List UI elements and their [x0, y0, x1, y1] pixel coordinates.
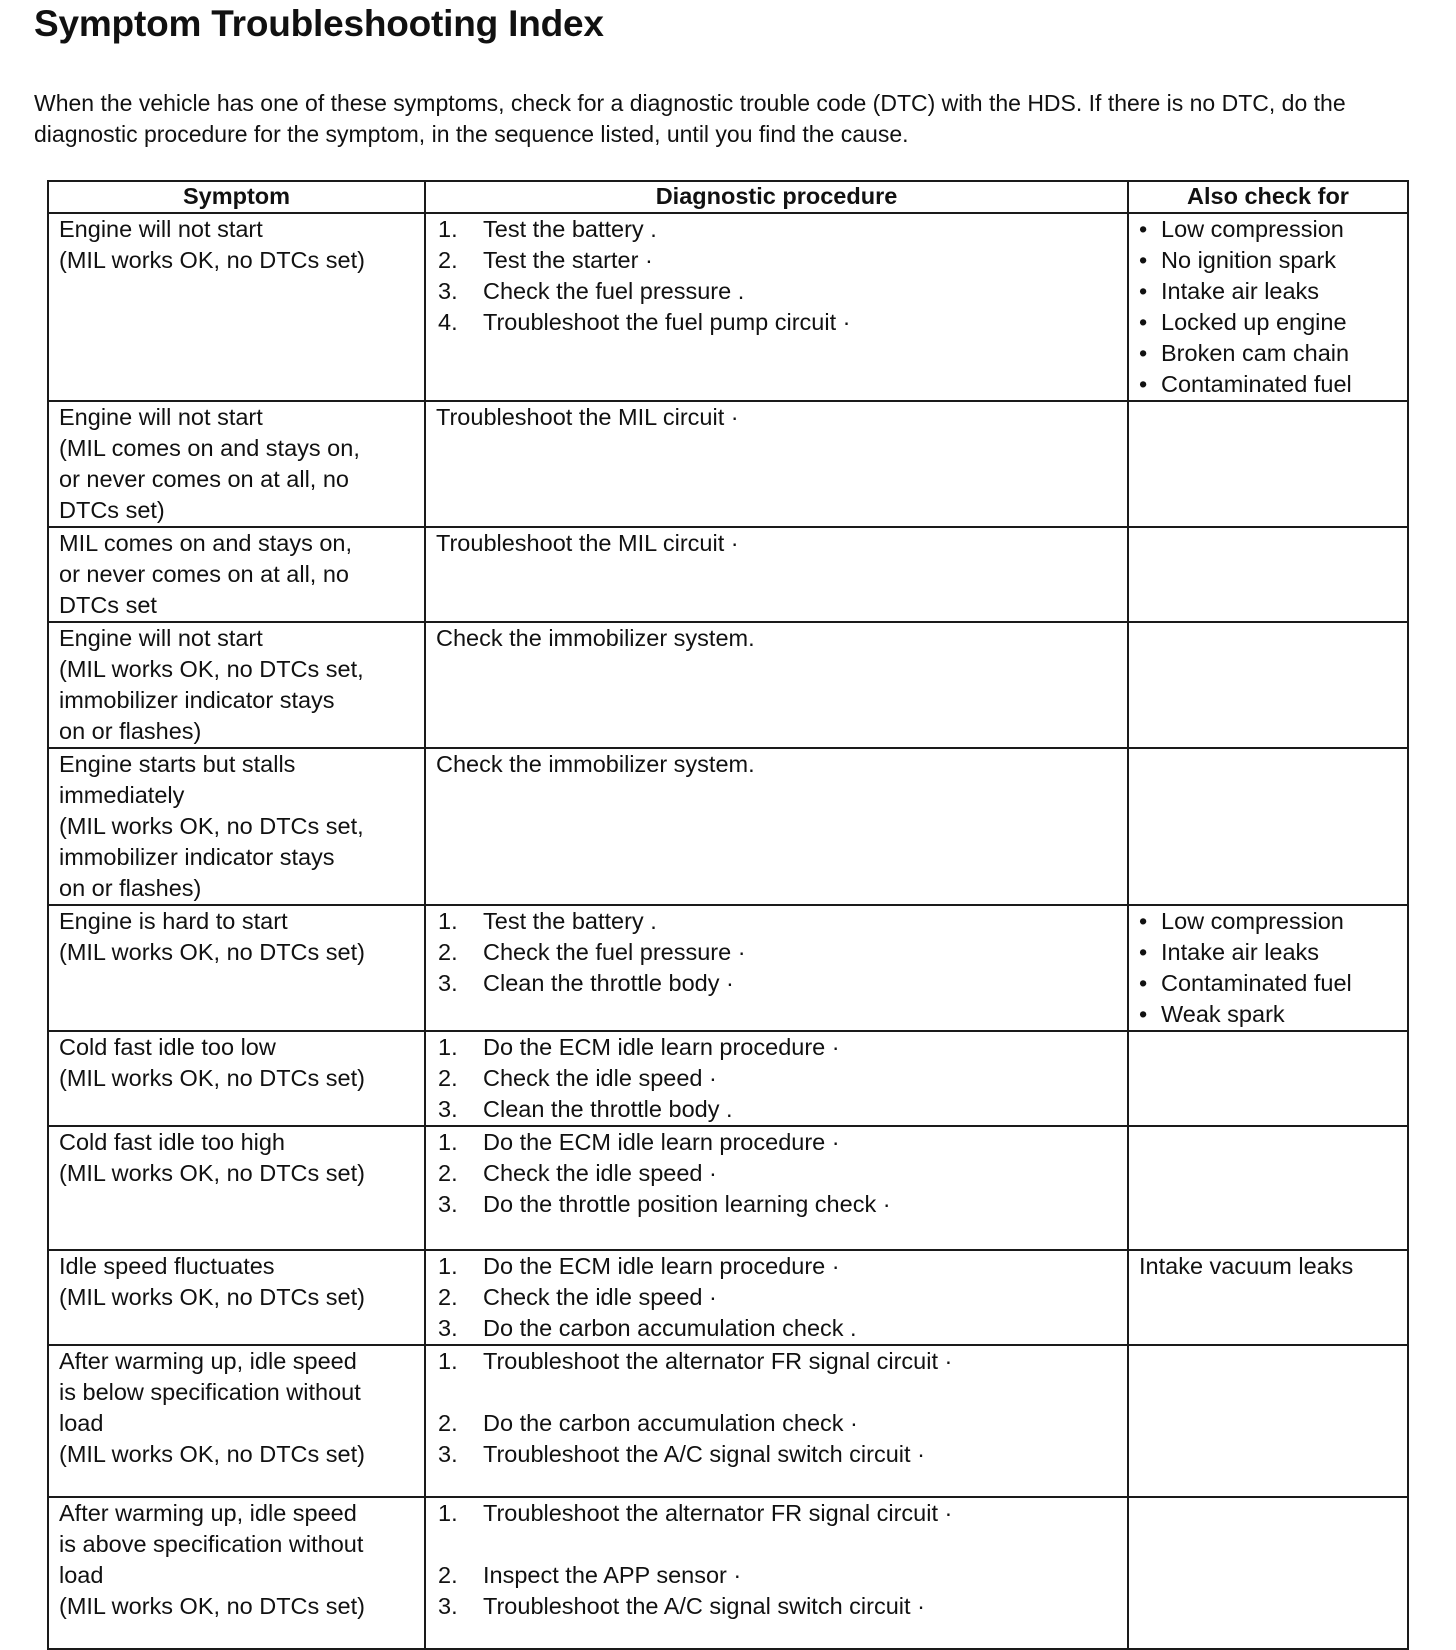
procedure-cell: Check the immobilizer system.	[425, 622, 1128, 748]
also-check-text: Low compression	[1161, 908, 1344, 934]
also-check-cell	[1128, 905, 1408, 1031]
step-text: Troubleshoot the A/C signal switch circuit ·	[483, 1441, 925, 1467]
symptom-line: After warming up, idle speed	[59, 1348, 357, 1374]
page-title: Symptom Troubleshooting Index	[34, 3, 604, 44]
step-text: Check the fuel pressure ·	[483, 939, 746, 965]
also-check-cell	[1128, 622, 1408, 748]
also-check-cell	[1128, 213, 1408, 401]
step-text: Troubleshoot the alternator FR signal circuit ·	[483, 1348, 953, 1374]
procedure-step	[436, 1313, 1117, 1344]
symptom-line: immediately	[59, 782, 185, 808]
also-check-item	[1139, 906, 1397, 937]
also-check-cell	[1128, 1345, 1408, 1497]
step-number: 2.	[438, 1065, 458, 1091]
table-row	[48, 401, 1408, 527]
bullet-icon: •	[1139, 371, 1148, 397]
also-check-item	[1139, 968, 1397, 999]
step-text: Do the carbon accumulation check ·	[483, 1410, 858, 1436]
procedure-step	[436, 1189, 1117, 1220]
table-header-row	[48, 181, 1408, 213]
also-check-item	[1139, 937, 1397, 968]
procedure-step	[436, 1251, 1117, 1282]
also-check-cell	[1128, 401, 1408, 527]
symptom-line: (MIL works OK, no DTCs set)	[59, 1441, 365, 1467]
symptom-line: (MIL works OK, no DTCs set,	[59, 813, 364, 839]
also-check-item	[1139, 338, 1397, 369]
step-text: Troubleshoot the alternator FR signal circuit ·	[483, 1500, 953, 1526]
table-row	[48, 1126, 1408, 1250]
bullet-icon: •	[1139, 278, 1148, 304]
step-number: 1.	[438, 1253, 458, 1279]
procedure-step	[436, 1127, 1117, 1158]
header-diagnostic-procedure: Diagnostic procedure	[425, 181, 1128, 213]
step-text: Do the ECM idle learn procedure ·	[483, 1034, 840, 1060]
symptom-line: or never comes on at all, no	[59, 466, 349, 492]
also-check-cell	[1128, 1497, 1408, 1649]
step-number: 3.	[438, 1441, 458, 1467]
step-text: Check the idle speed ·	[483, 1160, 717, 1186]
step-text: Check the fuel pressure .	[483, 278, 745, 304]
step-text: Do the ECM idle learn procedure ·	[483, 1253, 840, 1279]
also-check-text: Locked up engine	[1161, 309, 1347, 335]
procedure-step	[436, 1346, 1117, 1377]
procedure-cell	[425, 213, 1128, 401]
table-row	[48, 1031, 1408, 1126]
procedure-step	[436, 245, 1117, 276]
symptom-cell	[48, 401, 425, 527]
table-row	[48, 1497, 1408, 1649]
also-check-cell	[1128, 1031, 1408, 1126]
symptom-index-table	[47, 180, 1409, 1650]
symptom-cell	[48, 213, 425, 401]
also-check-text: No ignition spark	[1161, 247, 1337, 273]
symptom-line: (MIL works OK, no DTCs set)	[59, 1593, 365, 1619]
procedure-cell	[425, 1126, 1128, 1250]
step-number: 3.	[438, 970, 458, 996]
also-check-cell	[1128, 527, 1408, 622]
also-check-item	[1139, 999, 1397, 1030]
symptom-line: DTCs set	[59, 592, 157, 618]
step-text: Troubleshoot the A/C signal switch circuit ·	[483, 1593, 925, 1619]
step-number: 2.	[438, 1410, 458, 1436]
also-check-text: Contaminated fuel	[1161, 371, 1352, 397]
procedure-cell	[425, 1345, 1128, 1497]
procedure-step	[436, 1032, 1117, 1063]
bullet-icon: •	[1139, 908, 1148, 934]
procedure-step	[436, 1094, 1117, 1125]
symptom-line: Engine is hard to start	[59, 908, 288, 934]
symptom-line: is above specification without	[59, 1531, 364, 1557]
symptom-line: Cold fast idle too high	[59, 1129, 286, 1155]
procedure-cell	[425, 905, 1128, 1031]
symptom-line: on or flashes)	[59, 875, 202, 901]
symptom-line: (MIL works OK, no DTCs set)	[59, 247, 365, 273]
symptom-cell	[48, 1497, 425, 1649]
symptom-line: on or flashes)	[59, 718, 202, 744]
step-number: 1.	[438, 908, 458, 934]
procedure-step	[436, 1408, 1117, 1439]
procedure-cell: Troubleshoot the MIL circuit ·	[425, 401, 1128, 527]
step-text: Troubleshoot the fuel pump circuit ·	[483, 309, 851, 335]
step-number: 3.	[438, 1096, 458, 1122]
symptom-line: load	[59, 1410, 104, 1436]
procedure-step	[436, 1591, 1117, 1622]
also-check-text: Contaminated fuel	[1161, 970, 1352, 996]
symptom-cell	[48, 622, 425, 748]
symptom-line: MIL comes on and stays on,	[59, 530, 353, 556]
step-number: 3.	[438, 278, 458, 304]
symptom-line: Idle speed fluctuates	[59, 1253, 275, 1279]
symptom-line: After warming up, idle speed	[59, 1500, 357, 1526]
symptom-line: or never comes on at all, no	[59, 561, 349, 587]
step-number: 1.	[438, 1034, 458, 1060]
also-check-item	[1139, 276, 1397, 307]
bullet-icon: •	[1139, 247, 1148, 273]
step-number: 2.	[438, 247, 458, 273]
step-number: 2.	[438, 1284, 458, 1310]
procedure-step	[436, 276, 1117, 307]
also-check-item	[1139, 307, 1397, 338]
table-row	[48, 1345, 1408, 1497]
symptom-line: (MIL works OK, no DTCs set)	[59, 1160, 365, 1186]
procedure-cell: Check the immobilizer system.	[425, 748, 1128, 905]
procedure-step	[436, 1063, 1117, 1094]
procedure-step	[436, 307, 1117, 338]
also-check-text: Broken cam chain	[1161, 340, 1350, 366]
procedure-step	[436, 1439, 1117, 1470]
procedure-step	[436, 1560, 1117, 1591]
also-check-item	[1139, 214, 1397, 245]
symptom-line: Engine will not start	[59, 404, 263, 430]
symptom-cell	[48, 1250, 425, 1345]
procedure-step	[436, 937, 1117, 968]
procedure-step	[436, 968, 1117, 999]
symptom-line: Cold fast idle too low	[59, 1034, 276, 1060]
bullet-icon: •	[1139, 309, 1148, 335]
also-check-text: Weak spark	[1161, 1001, 1285, 1027]
step-text: Do the throttle position learning check ·	[483, 1191, 891, 1217]
step-text: Do the ECM idle learn procedure ·	[483, 1129, 840, 1155]
step-number: 1.	[438, 1348, 458, 1374]
table-row	[48, 748, 1408, 905]
also-check-text: Intake air leaks	[1161, 939, 1320, 965]
procedure-step	[436, 1282, 1117, 1313]
symptom-cell	[48, 527, 425, 622]
step-text: Test the battery .	[483, 216, 657, 242]
step-number: 2.	[438, 1160, 458, 1186]
symptom-cell	[48, 1345, 425, 1497]
step-number: 1.	[438, 1500, 458, 1526]
procedure-cell	[425, 1250, 1128, 1345]
step-number: 2.	[438, 939, 458, 965]
header-also-check-for: Also check for	[1128, 181, 1408, 213]
symptom-line: (MIL works OK, no DTCs set,	[59, 656, 364, 682]
symptom-line: (MIL works OK, no DTCs set)	[59, 1284, 365, 1310]
symptom-line: (MIL works OK, no DTCs set)	[59, 1065, 365, 1091]
step-text: Test the starter ·	[483, 247, 653, 273]
procedure-cell	[425, 1497, 1128, 1649]
step-text: Test the battery .	[483, 908, 657, 934]
procedure-cell	[425, 1031, 1128, 1126]
step-number: 4.	[438, 309, 458, 335]
symptom-line: load	[59, 1562, 104, 1588]
symptom-line: is below specification without	[59, 1379, 361, 1405]
symptom-cell	[48, 905, 425, 1031]
table-row	[48, 905, 1408, 1031]
bullet-icon: •	[1139, 340, 1148, 366]
step-text: Check the idle speed ·	[483, 1284, 717, 1310]
also-check-cell	[1128, 1126, 1408, 1250]
also-check-item	[1139, 245, 1397, 276]
step-text: Check the idle speed ·	[483, 1065, 717, 1091]
table-row	[48, 1250, 1408, 1345]
step-spacer	[436, 1377, 1117, 1408]
step-text: Do the carbon accumulation check .	[483, 1315, 857, 1341]
step-number: 3.	[438, 1191, 458, 1217]
step-number: 1.	[438, 216, 458, 242]
step-text: Clean the throttle body ·	[483, 970, 734, 996]
symptom-line: DTCs set)	[59, 497, 165, 523]
also-check-cell: Intake vacuum leaks	[1128, 1250, 1408, 1345]
step-text: Clean the throttle body .	[483, 1096, 733, 1122]
table-row	[48, 527, 1408, 622]
symptom-line: (MIL works OK, no DTCs set)	[59, 939, 365, 965]
also-check-text: Intake air leaks	[1161, 278, 1320, 304]
step-number: 2.	[438, 1562, 458, 1588]
symptom-line: Engine will not start	[59, 216, 263, 242]
symptom-line: (MIL comes on and stays on,	[59, 435, 360, 461]
symptom-line: immobilizer indicator stays	[59, 844, 335, 870]
procedure-step	[436, 906, 1117, 937]
step-number: 3.	[438, 1315, 458, 1341]
also-check-cell	[1128, 748, 1408, 905]
symptom-cell	[48, 1126, 425, 1250]
procedure-step	[436, 1498, 1117, 1529]
symptom-line: Engine will not start	[59, 625, 263, 651]
step-spacer	[436, 1529, 1117, 1560]
symptom-cell	[48, 748, 425, 905]
step-text: Inspect the APP sensor ·	[483, 1562, 742, 1588]
also-check-text: Low compression	[1161, 216, 1344, 242]
symptom-cell	[48, 1031, 425, 1126]
procedure-step	[436, 1158, 1117, 1189]
step-number: 1.	[438, 1129, 458, 1155]
table-row	[48, 622, 1408, 748]
procedure-step	[436, 214, 1117, 245]
intro-paragraph: When the vehicle has one of these symptoms, check for a diagnostic trouble code (DTC) with the HDS. If there is no DTC, do the diagnostic procedure for the symptom, in the sequence listed, until you find the cause.	[34, 90, 1346, 147]
bullet-icon: •	[1139, 1001, 1148, 1027]
table-row	[48, 213, 1408, 401]
bullet-icon: •	[1139, 216, 1148, 242]
symptom-line: immobilizer indicator stays	[59, 687, 335, 713]
bullet-icon: •	[1139, 939, 1148, 965]
procedure-cell: Troubleshoot the MIL circuit ·	[425, 527, 1128, 622]
step-number: 3.	[438, 1593, 458, 1619]
header-symptom: Symptom	[48, 181, 425, 213]
also-check-item	[1139, 369, 1397, 400]
bullet-icon: •	[1139, 970, 1148, 996]
symptom-line: Engine starts but stalls	[59, 751, 296, 777]
